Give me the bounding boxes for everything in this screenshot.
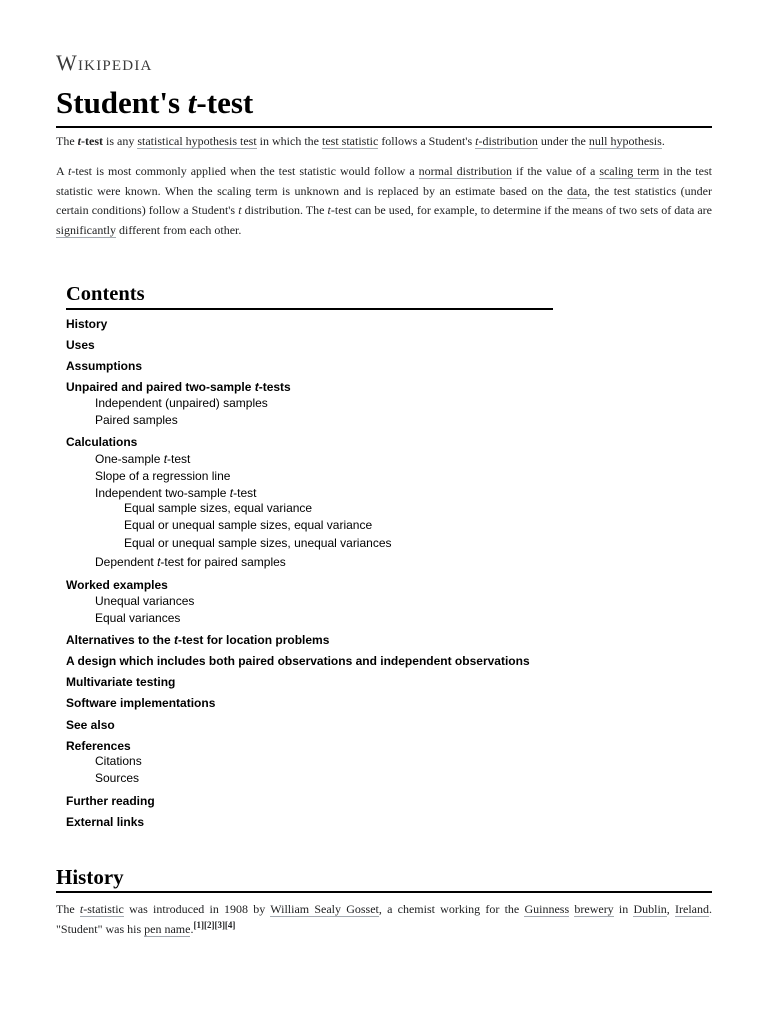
toc-item-independent-two-sample-t-test[interactable]: Independent two-sample t-test [95, 486, 257, 500]
link-statistical-hypothesis-test[interactable]: statistical hypothesis test [137, 134, 257, 148]
toc-item-see-also[interactable]: See also [66, 718, 115, 732]
toc-item-citations[interactable]: Citations [95, 754, 142, 768]
toc-item-independent-unpaired-samples[interactable]: Independent (unpaired) samples [95, 396, 268, 410]
toc-item-unequal-variances[interactable]: Unequal variances [95, 594, 195, 608]
table-of-contents [66, 281, 553, 850]
toc-item-history[interactable]: History [66, 317, 108, 331]
link-t-distribution[interactable]: t-distribution [475, 134, 538, 148]
link-scaling-term[interactable]: scaling term [599, 164, 660, 178]
toc-item-dependent-t-test-for-paired-samples[interactable]: Dependent t-test for paired samples [95, 555, 286, 569]
toc-item-equal-or-unequal-sample-sizes-unequal-variances[interactable]: Equal or unequal sample sizes, unequal variances [124, 536, 392, 550]
toc-item-slope-of-a-regression-line[interactable]: Slope of a regression line [95, 469, 231, 483]
toc-item-uses[interactable]: Uses [66, 338, 95, 352]
link-guinness[interactable]: Guinness [524, 902, 570, 916]
link-brewery[interactable]: brewery [574, 902, 614, 916]
history-heading: History [56, 864, 712, 893]
link-william-sealy-gosset[interactable]: William Sealy Gosset [270, 902, 379, 916]
intro-paragraph-1: The t-test is any statistical hypothesis test in which the test statistic follows a Student's t-distribution under the null hypothesis. [56, 134, 665, 148]
link-significantly[interactable]: significantly [56, 222, 116, 237]
link-normal-distribution[interactable]: normal distribution [418, 164, 512, 178]
toc-item-further-reading[interactable]: Further reading [66, 794, 155, 808]
toc-item-references[interactable]: References [66, 739, 131, 753]
link-pen-name[interactable]: pen name [144, 921, 191, 936]
toc-item-calculations[interactable]: Calculations [66, 435, 138, 449]
toc-item-equal-sample-sizes-equal-variance[interactable]: Equal sample sizes, equal variance [124, 501, 313, 515]
wikipedia-logo[interactable]: Wikipedia [56, 50, 153, 75]
link-ireland[interactable]: Ireland [675, 902, 709, 916]
toc-item-one-sample-t-test[interactable]: One-sample t-test [95, 452, 191, 466]
toc-item-a-design-which-includes-both-paired-observations-and-independent-observations[interactable]: A design which includes both paired observations and independent observations [66, 654, 530, 668]
citation-refs[interactable]: [1][2][3][4] [193, 919, 236, 930]
toc-item-equal-variances[interactable]: Equal variances [95, 611, 181, 625]
toc-item-equal-or-unequal-sample-sizes-equal-variance[interactable]: Equal or unequal sample sizes, equal variance [124, 518, 373, 532]
toc-list [66, 310, 553, 850]
toc-item-multivariate-testing[interactable]: Multivariate testing [66, 675, 176, 689]
page-title: Student's t-test [56, 84, 712, 128]
toc-item-external-links[interactable]: External links [66, 815, 145, 829]
link-test-statistic[interactable]: test statistic [321, 134, 379, 148]
link-t-statistic[interactable]: t-statistic [79, 902, 124, 916]
contents-heading: Contents [66, 281, 553, 310]
link-null-hypothesis[interactable]: null hypothesis [588, 134, 662, 148]
toc-item-worked-examples[interactable]: Worked examples [66, 578, 168, 592]
toc-item-paired-samples[interactable]: Paired samples [95, 413, 178, 427]
toc-item-software-implementations[interactable]: Software implementations [66, 696, 216, 710]
toc-item-unpaired-and-paired-two-sample-t-tests[interactable]: Unpaired and paired two-sample t-tests [66, 380, 291, 394]
toc-item-assumptions[interactable]: Assumptions [66, 359, 143, 373]
toc-item-sources[interactable]: Sources [95, 771, 140, 785]
intro-paragraph-2: A t-test is most commonly applied when the test statistic would follow a normal distribution if the value of a scaling term in the test statistic were known. When the scaling term is unknown and is replaced by an estimate based on the data, the test statistics (under certain conditions) follow a Student's t distribution. The t-test can be used, for example, to determine if the means of two sets of data are significantly different from each other. [56, 164, 712, 237]
toc-item-alternatives-to-the-t-test-for-location-problems[interactable]: Alternatives to the t-test for location problems [66, 633, 330, 647]
link-dublin[interactable]: Dublin [633, 902, 667, 916]
history-paragraph: The t-statistic was introduced in 1908 by William Sealy Gosset, a chemist working for the Guinness brewery in Dublin, Ireland. "Student" was his pen name.[1][2][3][4] [56, 902, 712, 936]
link-data[interactable]: data [567, 183, 588, 198]
